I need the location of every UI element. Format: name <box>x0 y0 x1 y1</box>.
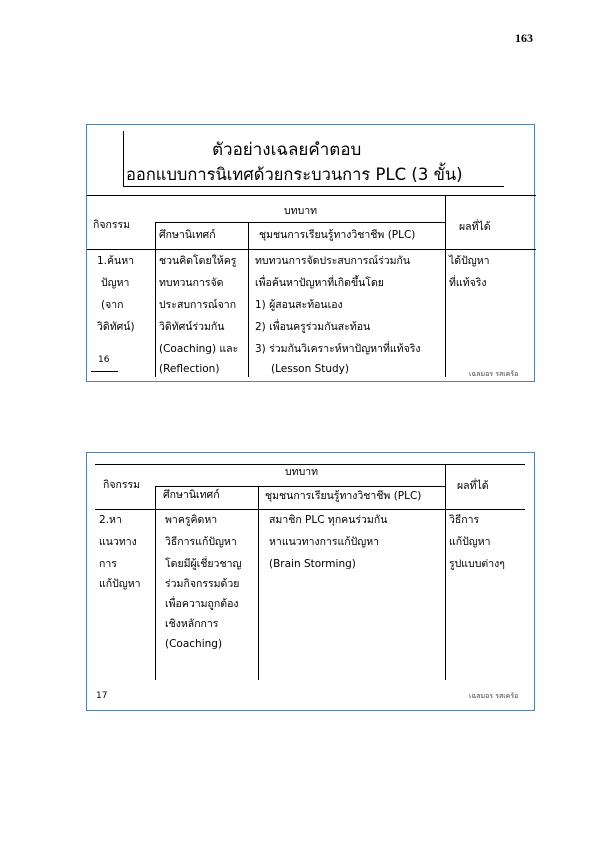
slide-number-underline <box>91 371 118 372</box>
supervisor-line: (Coaching) และ <box>159 343 239 355</box>
slide-footer: เฉลมอร รสเคร้อ <box>469 692 519 700</box>
result-line: แก้ปัญหา <box>449 536 491 548</box>
activity-line: ปัญหา <box>101 277 130 289</box>
supervisor-line: เพื่อความถูกต้อง <box>165 598 239 610</box>
page-number: 163 <box>515 31 533 45</box>
plc-line: 2) เพื่อนครูร่วมกันสะท้อน <box>255 321 371 333</box>
header-result: ผลที่ได้ <box>457 480 489 492</box>
supervisor-line: เชิงหลักการ <box>165 618 219 630</box>
column-divider <box>155 222 156 377</box>
plc-line: (Brain Storming) <box>269 558 356 570</box>
result-line: รูปแบบต่างๆ <box>449 558 505 570</box>
supervisor-line: ประสบการณ์จาก <box>159 299 237 311</box>
plc-line: 3) ร่วมกันวิเคราะห์หาปัญหาที่แท้จริง <box>255 343 421 355</box>
plc-line: เพื่อค้นหาปัญหาที่เกิดขึ้นโดย <box>255 277 384 289</box>
plc-line: ทบทวนการจัดประสบการณ์ร่วมกัน <box>255 255 411 267</box>
supervisor-line: ชวนคิดโดยให้ครู <box>159 255 237 267</box>
slide-number: 17 <box>96 691 108 701</box>
header-plc: ชุมชนการเรียนรู้ทางวิชาชีพ (PLC) <box>265 490 422 502</box>
plc-line: สมาชิก PLC ทุกคนร่วมกัน <box>269 514 388 526</box>
table-top-rule <box>87 195 536 196</box>
supervisor-line: (Reflection) <box>159 363 220 375</box>
header-role: บทบาท <box>285 466 319 478</box>
header-result: ผลที่ได้ <box>459 221 491 233</box>
slide-footer: เฉลมอร รสเคร้อ <box>469 370 519 378</box>
column-divider <box>155 486 156 680</box>
activity-line: (จาก <box>101 299 124 311</box>
role-subheader-rule <box>155 222 445 223</box>
activity-line: การ <box>99 558 117 570</box>
supervisor-line: วิธีการแก้ปัญหา <box>165 536 237 548</box>
header-activity: กิจกรรม <box>93 219 131 231</box>
slide-17 <box>86 452 535 711</box>
supervisor-line: วิดิทัศน์ร่วมกัน <box>159 321 225 333</box>
column-divider <box>445 195 446 377</box>
supervisor-line: ร่วมกิจกรรมด้วย <box>165 578 240 590</box>
header-role: บทบาท <box>284 205 318 217</box>
activity-line: 2.หา <box>99 514 122 526</box>
column-divider <box>248 222 249 377</box>
supervisor-line: ทบทวนการจัด <box>159 277 224 289</box>
header-supervisor: ศึกษานิเทศก์ <box>159 229 216 241</box>
supervisor-line: (Coaching) <box>165 638 223 650</box>
activity-line: 1.ค้นหา <box>97 255 135 267</box>
plc-line: (Lesson Study) <box>271 363 349 375</box>
supervisor-line: โดยมีผู้เชี่ยวชาญ <box>165 558 242 570</box>
slide-subtitle: ออกแบบการนิเทศด้วยกระบวนการ PLC (3 ขั้น) <box>126 165 463 184</box>
activity-line: แก้ปัญหา <box>99 578 141 590</box>
result-line: ที่แท้จริง <box>449 277 487 289</box>
activity-line: แนวทาง <box>99 536 137 548</box>
header-plc: ชุมชนการเรียนรู้ทางวิชาชีพ (PLC) <box>259 229 416 241</box>
plc-line: หาแนวทางการแก้ปัญหา <box>269 536 380 548</box>
plc-line: 1) ผู้สอนสะท้อนเอง <box>255 299 343 311</box>
column-divider <box>445 464 446 680</box>
slide-title-block <box>123 131 504 187</box>
supervisor-line: พาครูคิดหา <box>165 514 218 526</box>
result-line: วิธีการ <box>449 514 480 526</box>
header-supervisor: ศึกษานิเทศก์ <box>163 489 220 501</box>
slide-16 <box>86 124 535 382</box>
slide-number: 16 <box>98 355 110 365</box>
slide-title: ตัวอย่างเฉลยคำตอบ <box>212 140 362 160</box>
header-activity: กิจกรรม <box>103 479 141 491</box>
activity-line: วิดิทัศน์) <box>97 321 135 333</box>
column-divider <box>258 486 259 680</box>
result-line: ได้ปัญหา <box>449 255 490 267</box>
